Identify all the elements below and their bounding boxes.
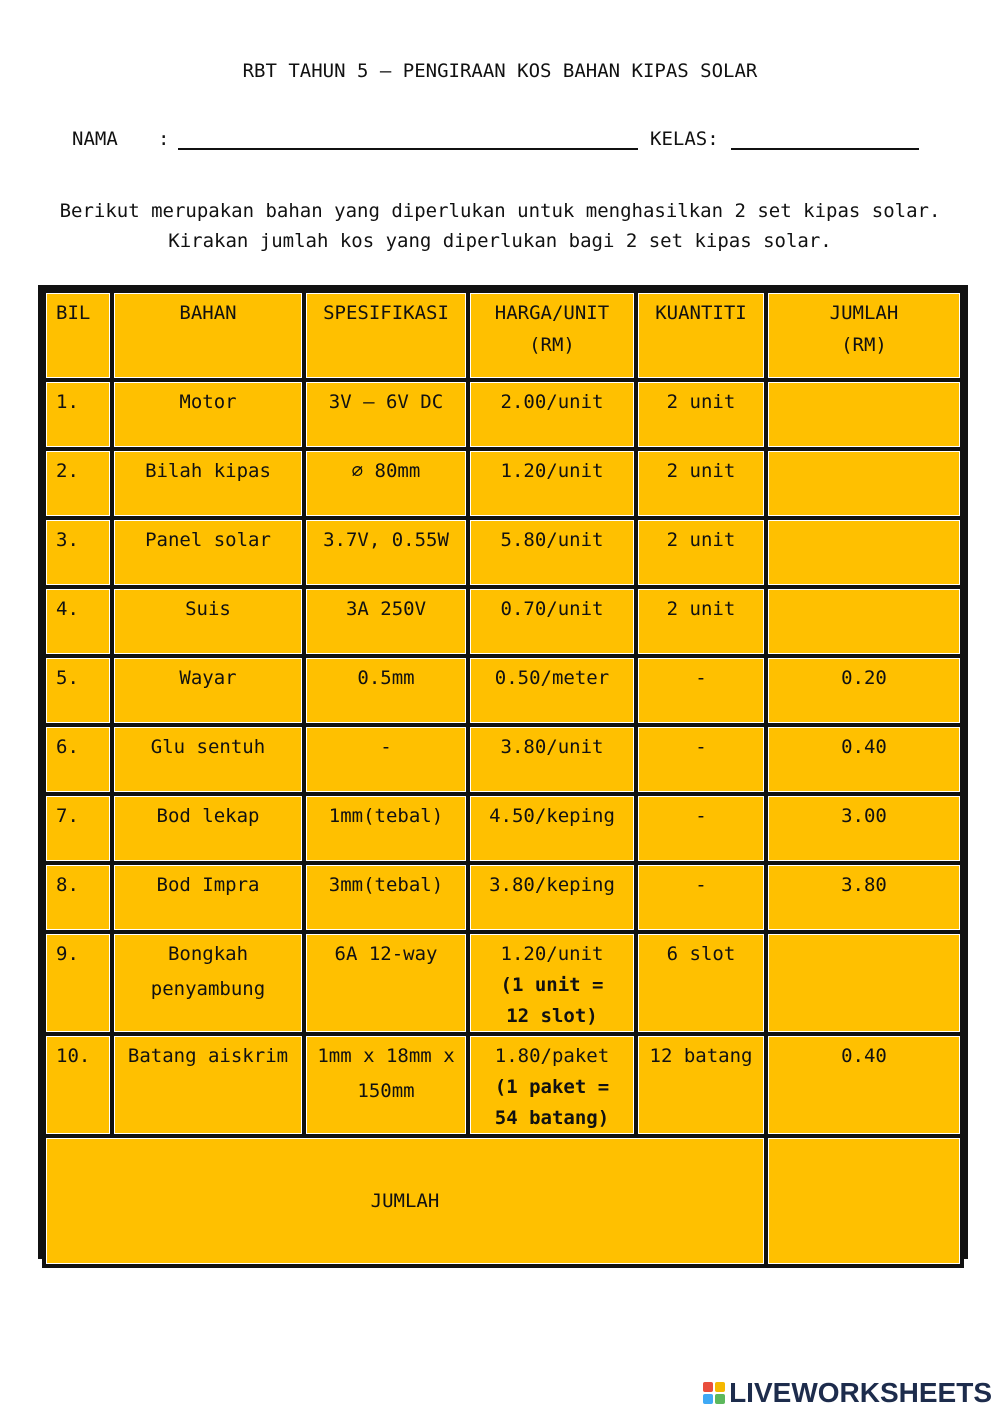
header-jumlah-unit: (RM) — [841, 334, 887, 356]
cell-harga: 3.80/keping — [470, 865, 634, 930]
cell-jumlah-input[interactable] — [768, 451, 960, 516]
cell-bil: 6. — [46, 727, 110, 792]
cell-harga-note-2: 54 batang) — [494, 1107, 610, 1129]
cell-bahan: Batang aiskrim — [114, 1036, 302, 1134]
cell-spesifikasi: 3.7V, 0.55W — [306, 520, 466, 585]
table-row — [46, 727, 960, 792]
cell-kuantiti: - — [638, 658, 764, 723]
cell-spesifikasi: 3mm(tebal) — [306, 865, 466, 930]
table-header-row — [46, 293, 960, 378]
cell-kuantiti: 2 unit — [638, 451, 764, 516]
cell-bil: 7. — [46, 796, 110, 861]
cell-harga — [470, 1036, 634, 1134]
header-kuantiti: KUANTITI — [638, 293, 764, 378]
cell-kuantiti: - — [638, 865, 764, 930]
cell-bil: 4. — [46, 589, 110, 654]
cell-harga: 2.00/unit — [470, 382, 634, 447]
cell-spesifikasi: 3A 250V — [306, 589, 466, 654]
cell-harga: 0.70/unit — [470, 589, 634, 654]
liveworksheets-logo — [703, 1376, 992, 1410]
cell-spesifikasi: 3V – 6V DC — [306, 382, 466, 447]
logo-mark-icon — [703, 1382, 725, 1404]
cell-jumlah: 0.20 — [768, 658, 960, 723]
cell-harga-note-1: (1 paket = — [494, 1076, 610, 1098]
cell-harga-price: 1.20/unit — [500, 943, 604, 965]
cell-bahan: Bod lekap — [114, 796, 302, 861]
cell-bahan — [114, 934, 302, 1032]
cell-harga: 1.20/unit — [470, 451, 634, 516]
table-row — [46, 865, 960, 930]
name-colon: : — [158, 128, 170, 150]
cell-bahan-line-2: penyambung — [150, 978, 266, 1000]
class-field[interactable] — [731, 126, 919, 150]
cost-table — [38, 285, 968, 1259]
cell-bil: 5. — [46, 658, 110, 723]
cell-spec-line-1: 1mm x 18mm x — [317, 1045, 455, 1067]
cell-spec-line-2: 150mm — [357, 1080, 415, 1102]
cell-jumlah-input[interactable] — [768, 934, 960, 1032]
cell-harga-price: 1.80/paket — [494, 1045, 610, 1067]
header-harga — [470, 293, 634, 378]
table-row — [46, 796, 960, 861]
cell-harga-note-1: (1 unit = — [500, 974, 604, 996]
logo-text: LIVEWORKSHEETS — [729, 1377, 992, 1408]
total-label: JUMLAH — [46, 1138, 764, 1264]
cell-jumlah-input[interactable] — [768, 520, 960, 585]
cell-kuantiti: 6 slot — [638, 934, 764, 1032]
cell-kuantiti: - — [638, 796, 764, 861]
cell-kuantiti: 2 unit — [638, 589, 764, 654]
cell-bahan: Glu sentuh — [114, 727, 302, 792]
header-bahan: BAHAN — [114, 293, 302, 378]
header-jumlah-label: JUMLAH — [829, 302, 899, 324]
cell-harga-note-2: 12 slot) — [506, 1005, 598, 1027]
cell-bil: 1. — [46, 382, 110, 447]
instructions — [0, 196, 1000, 256]
cell-bil: 2. — [46, 451, 110, 516]
header-jumlah — [768, 293, 960, 378]
table-row — [46, 658, 960, 723]
cell-harga: 4.50/keping — [470, 796, 634, 861]
cell-jumlah: 0.40 — [768, 1036, 960, 1134]
cell-jumlah: 0.40 — [768, 727, 960, 792]
total-row — [46, 1138, 960, 1264]
cell-kuantiti: - — [638, 727, 764, 792]
header-harga-unit: (RM) — [529, 334, 575, 356]
name-class-row — [72, 118, 919, 150]
cell-spesifikasi: - — [306, 727, 466, 792]
cell-harga — [470, 934, 634, 1032]
instructions-line-2: Kirakan jumlah kos yang diperlukan bagi 2 set kipas solar. — [168, 230, 832, 252]
cell-bahan: Bilah kipas — [114, 451, 302, 516]
table-row — [46, 1036, 960, 1134]
total-input[interactable] — [768, 1138, 960, 1264]
instructions-line-1: Berikut merupakan bahan yang diperlukan untuk menghasilkan 2 set kipas solar. — [59, 200, 941, 222]
cell-bil: 8. — [46, 865, 110, 930]
cell-harga: 0.50/meter — [470, 658, 634, 723]
cell-bahan: Suis — [114, 589, 302, 654]
cell-bahan: Bod Impra — [114, 865, 302, 930]
cell-spesifikasi: ∅ 80mm — [306, 451, 466, 516]
worksheet-title: RBT TAHUN 5 – PENGIRAAN KOS BAHAN KIPAS SOLAR — [242, 60, 758, 82]
cell-harga: 5.80/unit — [470, 520, 634, 585]
cell-jumlah-input[interactable] — [768, 382, 960, 447]
cell-kuantiti: 12 batang — [638, 1036, 764, 1134]
header-bil: BIL — [46, 293, 110, 378]
name-field[interactable] — [178, 126, 638, 150]
cell-jumlah-input[interactable] — [768, 589, 960, 654]
cell-bahan: Wayar — [114, 658, 302, 723]
cell-bil: 3. — [46, 520, 110, 585]
class-label: KELAS: — [650, 128, 719, 150]
cell-spesifikasi — [306, 1036, 466, 1134]
cell-bahan-line-1: Bongkah — [167, 943, 249, 965]
cell-bil: 9. — [46, 934, 110, 1032]
table-row — [46, 520, 960, 585]
table-row — [46, 382, 960, 447]
cell-jumlah: 3.80 — [768, 865, 960, 930]
cell-harga: 3.80/unit — [470, 727, 634, 792]
table-row — [46, 451, 960, 516]
cell-bahan: Panel solar — [114, 520, 302, 585]
cell-spesifikasi: 6A 12-way — [306, 934, 466, 1032]
header-spesifikasi: SPESIFIKASI — [306, 293, 466, 378]
cell-kuantiti: 2 unit — [638, 520, 764, 585]
cell-kuantiti: 2 unit — [638, 382, 764, 447]
header-harga-label: HARGA/UNIT — [494, 302, 610, 324]
table-row — [46, 589, 960, 654]
cell-spesifikasi: 1mm(tebal) — [306, 796, 466, 861]
cell-bahan: Motor — [114, 382, 302, 447]
cell-spesifikasi: 0.5mm — [306, 658, 466, 723]
table-row — [46, 934, 960, 1032]
cell-bil: 10. — [46, 1036, 110, 1134]
name-label: NAMA — [72, 128, 118, 150]
cell-jumlah: 3.00 — [768, 796, 960, 861]
